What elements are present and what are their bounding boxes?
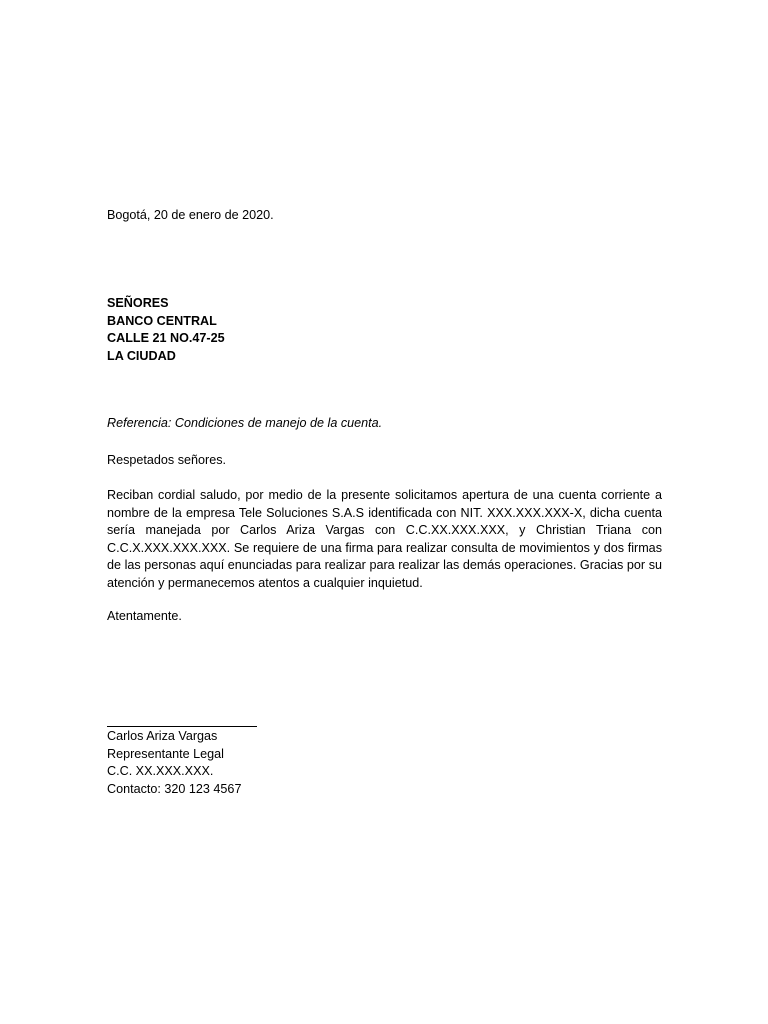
signer-contact: Contacto: 320 123 4567 <box>107 781 242 796</box>
addressee-line: BANCO CENTRAL <box>107 313 217 328</box>
closing-text: Atentamente. <box>107 609 182 623</box>
signature-block <box>107 728 662 798</box>
signature-rule <box>107 726 257 727</box>
addressee-line: CALLE 21 NO.47-25 <box>107 331 225 345</box>
addressee-line: LA CIUDAD <box>107 348 176 363</box>
greeting-text: Respetados señores. <box>107 453 227 467</box>
reference-line <box>107 415 662 433</box>
addressee-block <box>107 295 662 365</box>
date-line: Bogotá, 20 de enero de 2020. <box>107 208 274 222</box>
letter-date <box>107 207 662 225</box>
signer-id: C.C. XX.XXX.XXX. <box>107 764 214 778</box>
addressee-line: SEÑORES <box>107 296 169 310</box>
signer-title: Representante Legal <box>107 746 224 761</box>
greeting-line <box>107 452 662 470</box>
body-paragraph: Reciban cordial saludo, por medio de la presente solicitamos apertura de una cuenta corriente a nombre de la empresa Tele Soluciones S.A.S identificada con NIT. XXX.XXX.XXX-X, dicha cuenta sería manejada por Carlos Ariza Vargas con C.C.XX.XXX.XXX, y Christian Triana con C.C.X.XXX.XXX.XXX. Se requiere de una firma para realizar consulta de movimientos y dos firmas de las personas aquí enunciadas para realizar para realizar las demás operaciones. Gracias por su atención y permanecemos atentos a cualquier inquietud. <box>107 488 662 590</box>
reference-text: Referencia: Condiciones de manejo de la cuenta. <box>107 416 383 430</box>
closing-line <box>107 608 662 626</box>
signer-name: Carlos Ariza Vargas <box>107 729 218 743</box>
